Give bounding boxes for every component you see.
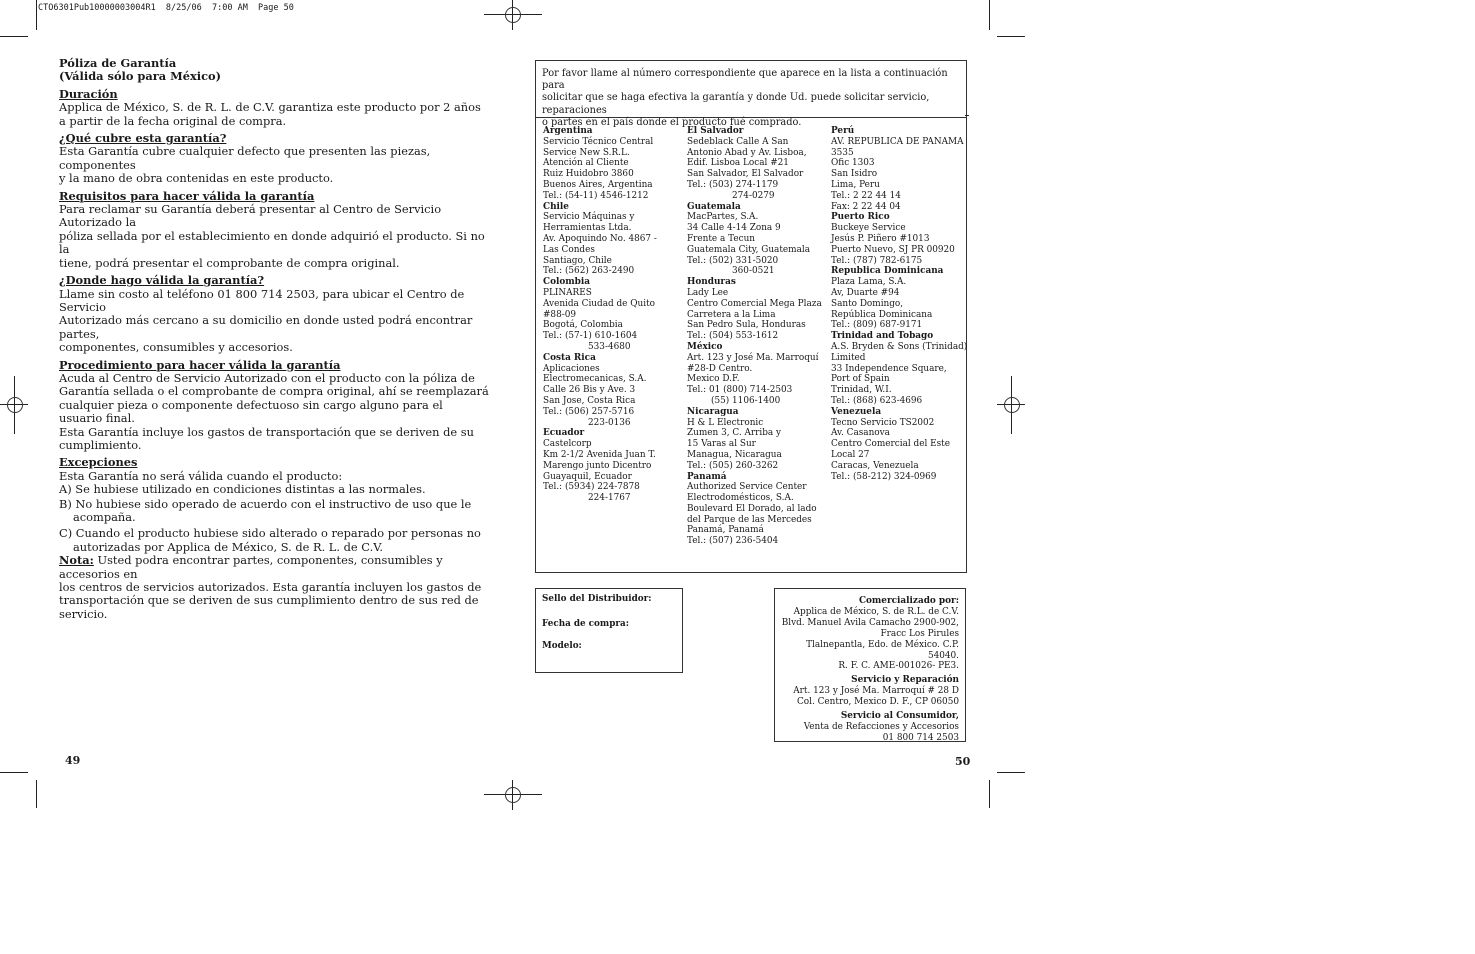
address-line: Servicio Máquinas y [543, 212, 635, 223]
section-heading-duracion: Duración [59, 86, 118, 101]
address-line: Santiago, Chile [543, 255, 612, 266]
phone-extra: 360-0521 [732, 266, 775, 277]
address-line: Art. 123 y José Ma. Marroquí [687, 352, 819, 363]
note: Nota: Usted podra encontrar partes, componentes, consumibles y accesorios en los centros de servicios autorizados. Esta garantía incluyen los gastos de transportación que se deriven de sus cumplimiento dentro de sus red de servicio. [59, 553, 482, 621]
phone-extra: (55) 1106-1400 [711, 395, 781, 406]
list-item: A) Se hubiese utilizado en condiciones distintas a las normales. [59, 482, 426, 497]
service-center-entry [543, 277, 683, 353]
address-line: MacPartes, S.A. [687, 212, 759, 223]
page-subtitle: (Válida sólo para México) [59, 69, 222, 84]
distributor-stamp-box [535, 588, 683, 673]
country-name: Argentina [543, 126, 593, 136]
service-column-2 [687, 126, 827, 547]
info-heading: Servicio y Reparación [851, 675, 959, 686]
crop-mark [0, 772, 28, 773]
page-number-left: 49 [65, 754, 81, 767]
warranty-policy [59, 57, 489, 621]
address-line: Local 27 [831, 449, 870, 460]
info-line: Tlalnepantla, Edo. de México. C.P. 54040. [806, 639, 959, 661]
info-line: Applica de México, S. de R.L. de C.V. [793, 606, 959, 617]
country-name: El Salvador [687, 126, 744, 136]
address-line: Tel.: (505) 260-3262 [687, 460, 779, 471]
address-line: AV. REPUBLICA DE PANAMA [831, 136, 964, 147]
section-heading-procedimiento: Procedimiento para hacer válida la garantía [59, 357, 341, 372]
address-line: #88-09 [543, 309, 577, 320]
country-name: Chile [543, 201, 569, 212]
address-line: Panamá, Panamá [687, 525, 764, 536]
info-line: Blvd. Manuel Avila Camacho 2900-902, [781, 617, 959, 628]
service-center-entry [543, 428, 683, 504]
address-line: del Parque de las Mercedes [687, 514, 812, 525]
address-line: Guatemala City, Guatemala [687, 244, 810, 255]
intro-text: Por favor llame al número correspondiente que aparece en la lista a continuación para solicitar que se haga efectiva la garantía y donde Ud. puede solicitar servicio, reparaciones o partes en el país donde el producto fué comprado. [542, 68, 948, 128]
address-line: Servicio Técnico Central [543, 136, 654, 147]
address-line: Tel.: (57-1) 610-1604 [543, 331, 638, 342]
address-line: Managua, Nicaragua [687, 449, 782, 460]
service-center-entry [687, 472, 827, 548]
sello-label: Sello del Distribuidor: [542, 594, 652, 604]
service-center-entry [687, 342, 827, 407]
address-line: San Isidro [831, 169, 878, 180]
service-center-entry [543, 202, 683, 278]
country-name: Puerto Rico [831, 212, 890, 223]
service-column-3 [831, 126, 971, 482]
address-line: Tel.: (507) 236-5404 [687, 536, 779, 547]
address-line: Service New S.R.L. [543, 147, 630, 158]
address-line: Tel.: 2 22 44 14 [831, 190, 901, 201]
address-line: Port of Spain [831, 374, 890, 385]
address-line: Tecno Servicio TS2002 [831, 417, 935, 428]
address-line: Zumen 3, C. Arriba y [687, 428, 782, 439]
address-line: Puerto Nuevo, SJ PR 00920 [831, 244, 955, 255]
address-line: Marengo junto Dicentro [543, 460, 652, 471]
address-line: Lady Lee [687, 287, 729, 298]
service-center-entry [687, 126, 827, 202]
address-line: Plaza Lama, S.A. [831, 277, 907, 288]
country-name: Guatemala [687, 201, 741, 212]
address-line: Authorized Service Center [687, 482, 807, 493]
service-center-entry [831, 407, 971, 483]
address-line: Caracas, Venezuela [831, 460, 919, 471]
print-slug: CTO6301Pub10000003004R1 8/25/06 7:00 AM Page 50 [38, 3, 294, 13]
address-line: Tel.: (562) 263-2490 [543, 266, 635, 277]
address-line: Tel.: (504) 553-1612 [687, 331, 779, 342]
info-line: Fracc Los Pirules [880, 628, 959, 639]
list-item: B) No hubiese sido operado de acuerdo con el instructivo de uso que le acompaña. [59, 496, 472, 524]
crop-mark [997, 36, 1025, 37]
country-name: Trinidad and Tobago [831, 331, 934, 342]
section-heading-cubre: ¿Qué cubre esta garantía? [59, 131, 227, 146]
address-line: #28-D Centro. [687, 363, 753, 374]
info-heading: Servicio al Consumidor, [840, 711, 959, 722]
crop-mark [36, 0, 37, 30]
address-line: Electromecanicas, S.A. [543, 374, 647, 385]
address-line: Carretera a la Lima [687, 309, 776, 320]
info-line: 01 800 714 2503 [882, 732, 959, 743]
address-line: Herramientas Ltda. [543, 223, 632, 234]
address-line: 34 Calle 4-14 Zona 9 [687, 223, 781, 234]
service-center-entry [831, 212, 971, 266]
country-name: México [687, 341, 723, 352]
service-center-entry [543, 353, 683, 429]
address-line: PLINARES [543, 287, 592, 298]
address-line: San Pedro Sula, Honduras [687, 320, 806, 331]
address-line: Frente a Tecun [687, 233, 756, 244]
address-line: Tel.: 01 (800) 714-2503 [687, 385, 793, 396]
address-line: Sedeblack Calle A San [687, 136, 789, 147]
service-center-entry [831, 331, 971, 407]
address-line: H & L Electronic [687, 417, 764, 428]
address-line: Las Condes [543, 244, 595, 255]
country-name: Venezuela [831, 406, 882, 417]
address-line: Centro Comercial Mega Plaza [687, 298, 822, 309]
phone-extra: 274-0279 [732, 190, 775, 201]
address-line: Ruiz Huidobro 3860 [543, 169, 634, 180]
crop-mark [0, 36, 28, 37]
service-column-1 [543, 126, 683, 504]
address-line: Fax: 2 22 44 04 [831, 201, 901, 212]
address-line: Guayaquil, Ecuador [543, 471, 632, 482]
info-heading: Comercializado por: [858, 596, 959, 606]
info-line: Venta de Refacciones y Accesorios [803, 721, 959, 732]
address-line: Buenos Aires, Argentina [543, 179, 653, 190]
info-line: Art. 123 y José Ma. Marroquí # 28 D [793, 686, 959, 697]
service-center-entry [543, 126, 683, 202]
address-line: Tel.: (58-212) 324-0969 [831, 471, 937, 482]
service-center-entry [687, 202, 827, 278]
address-line: Edif. Lisboa Local #21 [687, 158, 789, 169]
country-name: Panamá [687, 471, 727, 482]
address-line: Tel.: (5934) 224-7878 [543, 482, 640, 493]
address-line: Tel.: (503) 274-1179 [687, 179, 779, 190]
address-line: República Dominicana [831, 309, 933, 320]
service-center-entry [831, 126, 971, 212]
country-name: Costa Rica [543, 352, 596, 363]
address-line: Avenida Ciudad de Quito [543, 298, 655, 309]
country-name: Perú [831, 126, 855, 136]
address-line: 3535 [831, 147, 854, 158]
paragraph: Acuda al Centro de Servicio Autorizado con el producto con la póliza de Garantía sellada o el comprobante de compra original, ahí se reemplazará cualquier pieza o componente defectuoso sin cargo alguno para el usuario final. Esta Garantía incluye los gastos de transportación que se deriven de su cumplimiento. [59, 370, 489, 452]
address-line: Castelcorp [543, 439, 592, 450]
paragraph: Llame sin costo al teléfono 01 800 714 2503, para ubicar el Centro de Servicio Autorizado más cercano a su domicilio en donde usted podrá encontrar partes, componentes, consumibles y accesorios. [59, 286, 473, 355]
service-center-entry [687, 407, 827, 472]
address-line: Tel.: (809) 687-9171 [831, 320, 923, 331]
address-line: Santo Domingo, [831, 298, 904, 309]
phone-extra: 224-1767 [588, 493, 631, 504]
intro-box [535, 60, 967, 128]
address-line: Aplicaciones [543, 363, 600, 374]
info-line: R. F. C. AME-001026- PE3. [838, 661, 959, 672]
address-line: Antonio Abad y Av. Lisboa, [687, 147, 807, 158]
page-title: Póliza de Garantía [59, 56, 177, 70]
section-heading-requisitos: Requisitos para hacer válida la garantía [59, 188, 315, 203]
address-line: Tel.: (502) 331-5020 [687, 255, 779, 266]
page-number-right: 50 [955, 755, 971, 768]
address-line: Tel.: (506) 257-5716 [543, 406, 635, 417]
address-line: Jesús P. Piñero #1013 [831, 233, 930, 244]
country-name: Colombia [543, 277, 590, 288]
crop-mark [36, 780, 37, 808]
country-name: Ecuador [543, 428, 585, 439]
address-line: Electrodomésticos, S.A. [687, 493, 794, 504]
address-line: Centro Comercial del Este [831, 439, 950, 450]
address-line: Av, Duarte #94 [831, 287, 900, 298]
distributor-info-box [774, 588, 966, 742]
modelo-label: Modelo: [542, 641, 582, 651]
address-line: Calle 26 Bis y Ave. 3 [543, 385, 636, 396]
address-line: Atención al Cliente [543, 158, 629, 169]
section-heading-donde: ¿Donde hago válida la garantía? [59, 273, 265, 288]
fecha-label: Fecha de compra: [542, 619, 629, 629]
address-line: Km 2-1/2 Avenida Juan T. [543, 449, 656, 460]
address-line: Av. Casanova [831, 428, 890, 439]
address-line: Tel.: (787) 782-6175 [831, 255, 923, 266]
crop-mark [989, 780, 990, 808]
service-center-entry [831, 266, 971, 331]
address-line: Trinidad, W.I. [831, 385, 892, 396]
crop-mark [997, 772, 1025, 773]
address-line: Tel.: (868) 623-4696 [831, 395, 923, 406]
country-name: Republica Dominicana [831, 266, 944, 277]
address-line: Boulevard El Dorado, al lado [687, 503, 817, 514]
address-line: Mexico D.F. [687, 374, 740, 385]
country-name: Nicaragua [687, 406, 739, 417]
address-line: 15 Varas al Sur [687, 439, 756, 450]
paragraph: Para reclamar su Garantía deberá presentar al Centro de Servicio Autorizado la póliza sellada por el establecimiento en donde adquirió el producto. Si no la tiene, podrá presentar el comprobante de compra original. [59, 202, 485, 270]
country-name: Honduras [687, 277, 736, 288]
address-line: Ofic 1303 [831, 158, 875, 169]
phone-extra: 223-0136 [588, 417, 631, 428]
paragraph: Esta Garantía no será válida cuando el producto: [59, 468, 343, 483]
crop-mark [989, 0, 990, 30]
address-line: A.S. Bryden & Sons (Trinidad) [831, 341, 968, 352]
address-line: San Jose, Costa Rica [543, 395, 636, 406]
phone-extra: 533-4680 [588, 341, 631, 352]
address-line: Buckeye Service [831, 223, 906, 234]
address-line: San Salvador, El Salvador [687, 169, 804, 180]
address-line: 33 Independence Square, [831, 363, 947, 374]
service-center-entry [687, 277, 827, 342]
info-line: Col. Centro, Mexico D. F., CP 06050 [797, 697, 959, 708]
address-line: Tel.: (54-11) 4546-1212 [543, 190, 649, 201]
address-line: Limited [831, 352, 866, 363]
address-line: Lima, Peru [831, 179, 880, 190]
section-heading-excepciones: Excepciones [59, 455, 138, 470]
paragraph: Esta Garantía cubre cualquier defecto que presenten las piezas, componentes y la mano de obra contenidas en este producto. [59, 144, 431, 186]
address-line: Av. Apoquindo No. 4867 - [543, 233, 657, 244]
paragraph: Applica de México, S. de R. L. de C.V. garantiza este producto por 2 años a partir de la fecha original de compra. [59, 100, 481, 128]
address-line: Bogotá, Colombia [543, 320, 623, 331]
list-item: C) Cuando el producto hubiese sido alterado o reparado por personas no autorizadas por Applica de México, S. de R. L. de C.V. [59, 526, 481, 554]
